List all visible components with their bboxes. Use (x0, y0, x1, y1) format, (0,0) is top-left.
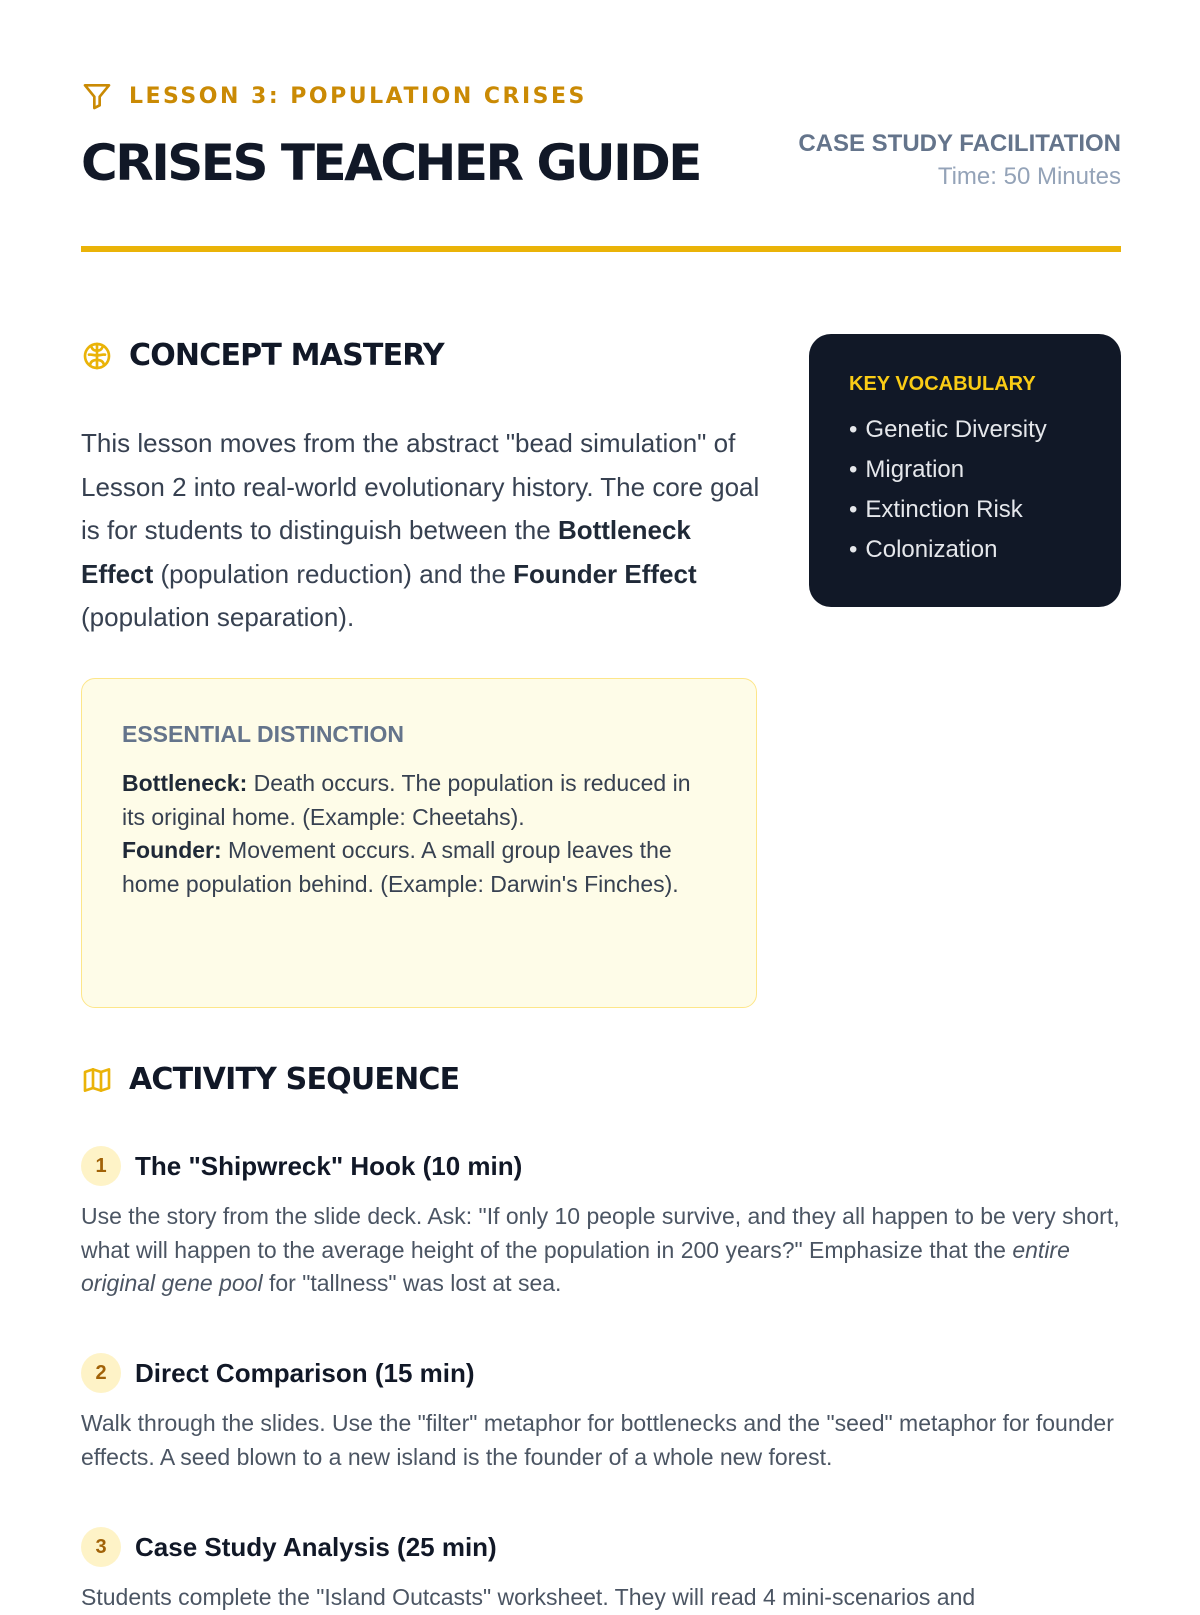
activity-step-1 (81, 1146, 1121, 1301)
activity-sequence-heading (81, 1062, 459, 1097)
step-number-badge: 3 (81, 1527, 121, 1567)
vocab-title: KEY VOCABULARY (849, 373, 1036, 395)
session-info (798, 128, 1121, 194)
vocab-item: • Colonization (849, 530, 1081, 570)
section-title: ACTIVITY SEQUENCE (129, 1062, 460, 1097)
key-vocabulary-card (809, 334, 1121, 607)
activity-step-2 (81, 1353, 1121, 1474)
step-description: Walk through the slides. Use the "filter" metaphor for bottlenecks and the "seed" metaphor for founder effects. A seed blown to a new island is the founder of a whole new forest. (81, 1410, 1114, 1470)
bottleneck-definition: Bottleneck: Death occurs. The population is reduced in its original home. (Example: Cheetahs). (122, 770, 691, 830)
concept-description: This lesson moves from the abstract "bead simulation" of Lesson 2 into real-world evolutionary history. The core goal is for students to distinguish between the Bottleneck Effect (population reduction) and the Founder Effect (population separation). (81, 428, 760, 632)
brain-icon (81, 340, 113, 372)
lesson-label: LESSON 3: POPULATION CRISES (129, 83, 587, 109)
essential-distinction-callout (81, 678, 757, 1008)
concept-mastery-heading (81, 338, 444, 373)
step-description: Students complete the "Island Outcasts" worksheet. They will read 4 mini-scenarios and (81, 1584, 976, 1610)
step-title: The "Shipwreck" Hook (10 min) (135, 1150, 523, 1181)
header-divider (81, 246, 1121, 252)
step-title: Direct Comparison (15 min) (135, 1357, 475, 1388)
callout-title: ESSENTIAL DISTINCTION (122, 721, 404, 747)
section-title: CONCEPT MASTERY (129, 338, 444, 373)
vocab-item: • Migration (849, 450, 1081, 490)
step-title: Case Study Analysis (25 min) (135, 1531, 497, 1562)
filter-icon (81, 80, 113, 112)
step-number-badge: 1 (81, 1146, 121, 1186)
lesson-eyebrow (81, 80, 587, 112)
step-number-badge: 2 (81, 1353, 121, 1393)
founder-term: Founder Effect (513, 558, 697, 589)
time-label: Time: 50 Minutes (937, 163, 1121, 190)
bottleneck-term: Bottleneck Effect (81, 515, 691, 589)
map-icon (81, 1064, 113, 1096)
vocab-list (849, 410, 1081, 570)
page-title: CRISES TEACHER GUIDE (81, 134, 700, 192)
vocab-item: • Extinction Risk (849, 490, 1081, 530)
facilitation-label: CASE STUDY FACILITATION (798, 130, 1121, 157)
founder-definition: Founder: Movement occurs. A small group leaves the home population behind. (Example: Darwin's Finches). (122, 837, 679, 897)
activity-step-3 (81, 1527, 1121, 1615)
vocab-item: • Genetic Diversity (849, 410, 1081, 450)
step-description: Use the story from the slide deck. Ask: "If only 10 people survive, and they all happen to be very short, what will happen to the average height of the population in 200 years?" Emphasize that the entire original gene pool for "tallness" was lost at sea. (81, 1203, 1120, 1296)
